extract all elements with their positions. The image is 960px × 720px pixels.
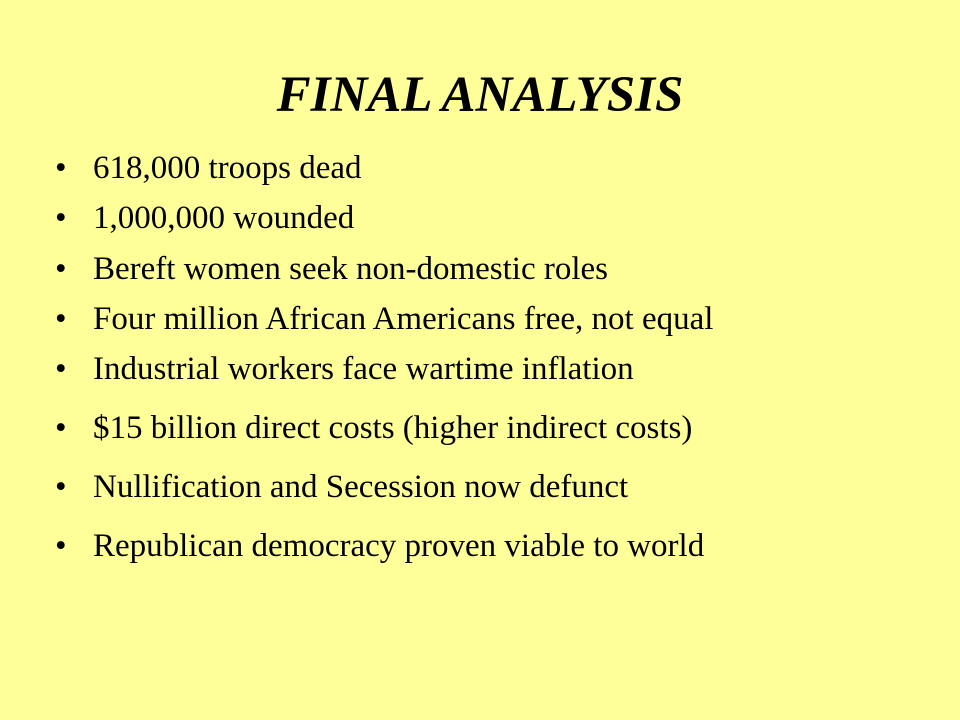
bullet-text: Bereft women seek non-domestic roles xyxy=(93,251,609,287)
list-item xyxy=(55,349,945,389)
bullet-text: Nullification and Secession now defunct xyxy=(93,469,629,505)
bullet-icon: • xyxy=(55,251,67,287)
bullet-text: 1,000,000 wounded xyxy=(93,200,355,236)
list-item xyxy=(55,299,945,339)
list-item xyxy=(55,198,945,238)
bullet-list xyxy=(55,148,945,566)
bullet-icon: • xyxy=(55,410,67,446)
list-item xyxy=(55,148,945,188)
bullet-icon: • xyxy=(55,200,67,236)
bullet-icon: • xyxy=(55,301,67,337)
bullet-text: $15 billion direct costs (higher indirect costs) xyxy=(93,410,693,446)
bullet-icon: • xyxy=(55,150,67,186)
list-item xyxy=(55,467,945,507)
list-item xyxy=(55,408,945,448)
list-item xyxy=(55,526,945,566)
slide-title: FINAL ANALYSIS xyxy=(276,67,684,123)
bullet-icon: • xyxy=(55,528,67,564)
bullet-text: 618,000 troops dead xyxy=(93,150,362,186)
bullet-text: Industrial workers face wartime inflation xyxy=(93,351,634,387)
list-item xyxy=(55,249,945,289)
bullet-icon: • xyxy=(55,469,67,505)
bullet-text: Republican democracy proven viable to world xyxy=(93,528,705,564)
bullet-icon: • xyxy=(55,351,67,387)
bullet-text: Four million African Americans free, not equal xyxy=(93,301,714,337)
